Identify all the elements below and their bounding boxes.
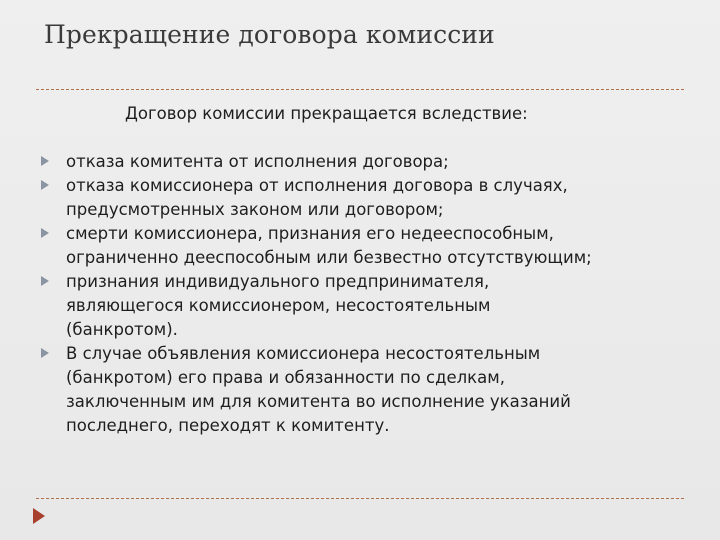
triangle-bullet-icon bbox=[41, 276, 49, 286]
bullet-line: последнего, переходят к комитенту. bbox=[66, 416, 390, 435]
slide-title: Прекращение договора комиссии bbox=[44, 20, 495, 49]
triangle-bullet-icon bbox=[41, 180, 49, 190]
bullet-line: заключенным им для комитента во исполнение указаний bbox=[66, 392, 571, 411]
bullet-line: (банкротом). bbox=[66, 320, 178, 339]
bullet-line: отказа комиссионера от исполнения договора в случаях, bbox=[66, 176, 568, 195]
triangle-bullet-icon bbox=[41, 348, 49, 358]
triangle-bullet-icon bbox=[41, 228, 49, 238]
bullet-item bbox=[41, 174, 681, 222]
intro-text: Договор комиссии прекращается вследствие: bbox=[125, 104, 528, 123]
bullet-item bbox=[41, 150, 681, 174]
bullet-line: признания индивидуального предпринимателя, bbox=[66, 272, 490, 291]
footer-divider bbox=[36, 498, 684, 499]
bullet-item bbox=[41, 342, 681, 438]
bullet-line: являющегося комиссионером, несостоятельным bbox=[66, 296, 491, 315]
bullet-line: предусмотренных законом или договором; bbox=[66, 200, 444, 219]
bullet-list bbox=[41, 150, 681, 438]
bullet-item bbox=[41, 270, 681, 342]
bullet-line: (банкротом) его права и обязанности по сделкам, bbox=[66, 368, 505, 387]
bullet-item bbox=[41, 222, 681, 270]
bullet-line: ограниченно дееспособным или безвестно отсутствующим; bbox=[66, 248, 592, 267]
bullet-line: В случае объявления комиссионера несостоятельным bbox=[66, 344, 541, 363]
next-slide-arrow-icon[interactable] bbox=[33, 508, 45, 524]
title-divider bbox=[36, 89, 684, 90]
triangle-bullet-icon bbox=[41, 156, 49, 166]
bullet-line: смерти комиссионера, признания его недееспособным, bbox=[66, 224, 554, 243]
bullet-line: отказа комитента от исполнения договора; bbox=[66, 152, 449, 171]
